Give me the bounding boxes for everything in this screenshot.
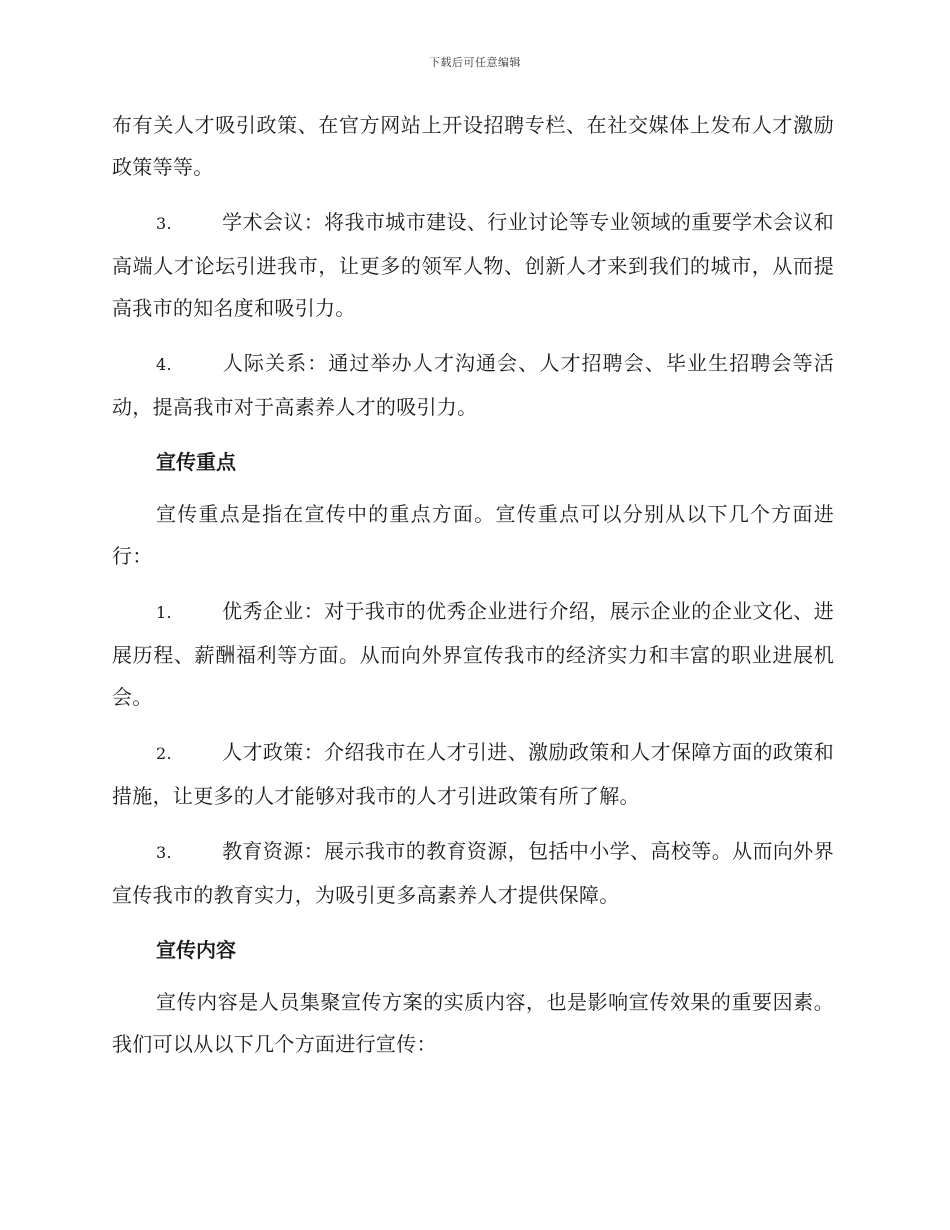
list-number: 3.: [156, 214, 172, 233]
list-item-talent-policy: [112, 731, 834, 817]
list-item-text: 人际关系：通过举办人才沟通会、人才招聘会、毕业生招聘会等活动，提高我市对于高素养人才的吸引力。: [112, 351, 834, 419]
list-item-text: 学术会议：将我市城市建设、行业讨论等专业领域的重要学术会议和高端人才论坛引进我市，让更多的领军人物、创新人才来到我们的城市，从而提高我市的知名度和吸引力。: [112, 210, 834, 320]
list-item-text: 优秀企业：对于我市的优秀企业进行介绍，展示企业的企业文化、进展历程、薪酬福利等方面。从而向外界宣传我市的经济实力和丰富的职业进展机会。: [112, 599, 834, 709]
list-item-excellent-enterprises: [112, 590, 834, 718]
list-item-interpersonal-relations: [112, 342, 834, 428]
list-number: 3.: [156, 843, 172, 862]
paragraph-content-intro: 宣传内容是人员集聚宣传方案的实质内容，也是影响宣传效果的重要因素。我们可以从以下几个方面进行宣传：: [112, 990, 834, 1056]
paragraph-focus-intro: 宣传重点是指在宣传中的重点方面。宣传重点可以分别从以下几个方面进行：: [112, 502, 834, 568]
list-number: 4.: [156, 355, 172, 374]
page-header: 下载后可任意编辑: [429, 56, 521, 69]
list-item-text: 教育资源：展示我市的教育资源，包括中小学、高校等。从而向外界宣传我市的教育实力，为吸引更多高素养人才提供保障。: [112, 839, 834, 907]
list-item-education-resources: [112, 830, 834, 916]
list-item-text: 人才政策：介绍我市在人才引进、激励政策和人才保障方面的政策和措施，让更多的人才能够对我市的人才引进政策有所了解。: [112, 740, 834, 808]
section-heading-content: 宣传内容: [156, 938, 236, 962]
paragraph-continued: 布有关人才吸引政策、在官方网站上开设招聘专栏、在社交媒体上发布人才激励政策等等。: [112, 113, 834, 179]
document-body: [112, 104, 834, 1065]
list-number: 2.: [156, 744, 172, 763]
list-number: 1.: [156, 603, 172, 622]
section-heading-focus: 宣传重点: [156, 450, 236, 474]
list-item-academic-conference: [112, 201, 834, 329]
